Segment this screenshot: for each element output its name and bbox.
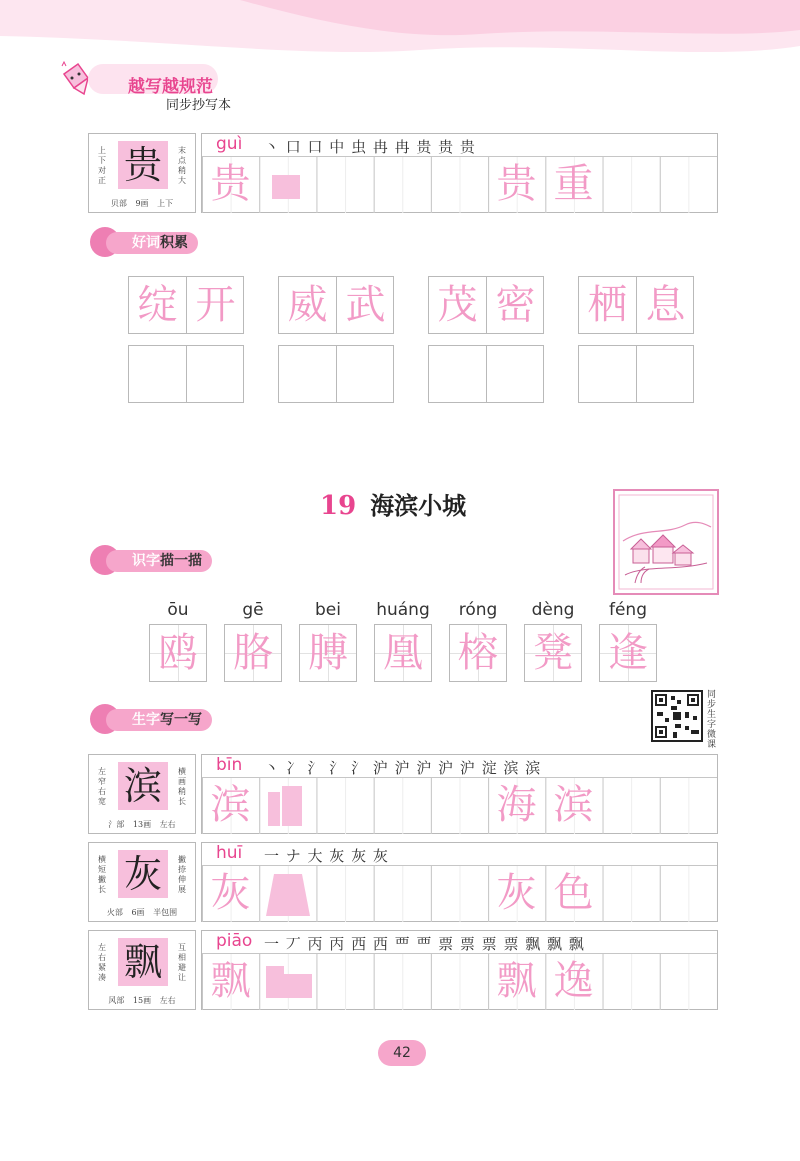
word-char-1: 灰 bbox=[496, 870, 537, 916]
trace-pinyin: róng bbox=[458, 600, 498, 620]
trace-pinyin: gē bbox=[242, 600, 264, 620]
stroke-count: 13画 bbox=[132, 820, 152, 829]
trace-pinyin: dèng bbox=[531, 600, 575, 620]
structure: 左右 bbox=[159, 820, 176, 829]
char-meta bbox=[89, 907, 195, 918]
word-char: 威 bbox=[287, 282, 328, 328]
word-char: 武 bbox=[345, 282, 386, 328]
word-char: 栖 bbox=[587, 282, 628, 328]
trace-item bbox=[524, 600, 582, 682]
trace-pinyin: bei bbox=[315, 600, 341, 620]
word-char: 息 bbox=[645, 282, 686, 328]
char-row-hui bbox=[88, 842, 718, 922]
writing-grid[interactable] bbox=[202, 156, 717, 213]
writing-grid[interactable] bbox=[202, 865, 717, 922]
char-info-box bbox=[88, 133, 196, 213]
trace-box[interactable]: 鸥 bbox=[149, 624, 207, 682]
word-char-1: 飘 bbox=[496, 958, 537, 1004]
radical: 风部 bbox=[108, 996, 125, 1005]
char-row-bin bbox=[88, 754, 718, 834]
section-label-a: 生字 bbox=[132, 712, 160, 728]
qr-code-icon bbox=[653, 692, 701, 740]
tip-right: 末点稍大 bbox=[178, 146, 186, 185]
tip-right: 互相避让 bbox=[178, 943, 186, 982]
section-pill bbox=[106, 709, 212, 731]
word-box[interactable] bbox=[128, 276, 244, 334]
trace-char: 灰 bbox=[210, 870, 251, 916]
model-char: 飘 bbox=[118, 938, 168, 986]
tip-left: 左右紧凑 bbox=[98, 943, 106, 982]
trace-char: 贵 bbox=[210, 161, 251, 207]
writing-grid[interactable] bbox=[202, 777, 717, 834]
qr-code[interactable] bbox=[651, 690, 703, 742]
tip-left: 上下对正 bbox=[98, 146, 106, 185]
section-label-a: 好词 bbox=[132, 235, 160, 251]
structure: 上下 bbox=[157, 199, 174, 208]
pinyin: huī bbox=[216, 843, 243, 863]
section-pill bbox=[106, 550, 212, 572]
radical: 氵部 bbox=[108, 820, 125, 829]
empty-word-box[interactable] bbox=[578, 345, 694, 403]
trace-pinyin: huáng bbox=[376, 600, 430, 620]
trace-item bbox=[299, 600, 357, 682]
structure: 左右 bbox=[159, 996, 176, 1005]
pinyin: guì bbox=[216, 134, 243, 154]
pinyin: piāo bbox=[216, 931, 253, 951]
stroke-order: 一 丆 丙 丙 西 西 覀 覀 票 票 票 票 飘 飘 飘 bbox=[264, 935, 585, 953]
word-char-2: 重 bbox=[553, 161, 594, 207]
word-char: 开 bbox=[195, 282, 236, 328]
char-meta bbox=[89, 995, 195, 1006]
empty-word-box[interactable] bbox=[278, 345, 394, 403]
section-label-b: 描一描 bbox=[160, 553, 202, 569]
lesson-name: 海滨小城 bbox=[370, 492, 467, 520]
trace-box[interactable]: 膊 bbox=[299, 624, 357, 682]
model-char: 贵 bbox=[118, 141, 168, 189]
char-row-piao bbox=[88, 930, 718, 1010]
word-char: 密 bbox=[495, 282, 536, 328]
practice-area bbox=[201, 930, 718, 1010]
stroke-hint-shape bbox=[284, 974, 312, 998]
practice-area bbox=[201, 842, 718, 922]
stroke-hint-shape bbox=[272, 175, 300, 199]
trace-item bbox=[224, 600, 282, 682]
writing-grid[interactable] bbox=[202, 953, 717, 1010]
practice-area bbox=[201, 754, 718, 834]
radical: 火部 bbox=[106, 908, 123, 917]
empty-word-box[interactable] bbox=[128, 345, 244, 403]
page-number: 42 bbox=[378, 1040, 426, 1066]
section-pill bbox=[106, 232, 198, 254]
stroke-count: 9画 bbox=[135, 199, 149, 208]
word-box[interactable] bbox=[428, 276, 544, 334]
model-char: 灰 bbox=[118, 850, 168, 898]
qr-label: 同步生字微课 bbox=[707, 690, 717, 750]
pencil-mascot-icon bbox=[58, 60, 92, 102]
char-info-box bbox=[88, 842, 196, 922]
tip-right: 撇捺伸展 bbox=[178, 855, 186, 894]
word-char-1: 海 bbox=[496, 782, 537, 828]
char-meta bbox=[89, 198, 195, 209]
trace-box[interactable]: 凰 bbox=[374, 624, 432, 682]
tip-left: 左窄右宽 bbox=[98, 767, 106, 806]
stroke-hint-shape bbox=[268, 792, 280, 826]
char-info-box bbox=[88, 754, 196, 834]
tip-right: 横画稍长 bbox=[178, 767, 186, 806]
stroke-hint-shape bbox=[266, 966, 284, 998]
stroke-order: 一 ナ 大 灰 灰 灰 bbox=[264, 847, 389, 865]
stroke-hint-shape bbox=[264, 872, 312, 918]
stroke-count: 6画 bbox=[131, 908, 145, 917]
brand-subtitle: 同步抄写本 bbox=[166, 98, 232, 113]
trace-item bbox=[449, 600, 507, 682]
trace-box[interactable]: 逢 bbox=[599, 624, 657, 682]
lesson-title bbox=[320, 486, 466, 521]
stroke-order: 丶 冫 氵 氵 氵 沪 沪 沪 沪 沪 淀 滨 滨 bbox=[264, 759, 542, 777]
trace-box[interactable]: 凳 bbox=[524, 624, 582, 682]
stroke-order: 丶 口 口 中 虫 冉 冉 贵 贵 贵 bbox=[264, 138, 476, 156]
trace-box[interactable]: 榕 bbox=[449, 624, 507, 682]
pinyin: bīn bbox=[216, 755, 243, 775]
section-label-a: 识字 bbox=[132, 553, 160, 569]
trace-pinyin: ōu bbox=[167, 600, 189, 620]
radical: 贝部 bbox=[110, 199, 127, 208]
trace-char: 飘 bbox=[210, 958, 251, 1004]
word-char-2: 逸 bbox=[553, 958, 594, 1004]
town-illustration-icon bbox=[615, 491, 717, 593]
section-label-b: 写一写 bbox=[160, 712, 202, 728]
lesson-number: 19 bbox=[320, 491, 357, 521]
stroke-hint-shape bbox=[282, 786, 302, 826]
lesson-illustration bbox=[613, 489, 719, 595]
stroke-count: 15画 bbox=[132, 996, 152, 1005]
trace-box[interactable]: 胳 bbox=[224, 624, 282, 682]
trace-item bbox=[149, 600, 207, 682]
trace-item bbox=[599, 600, 657, 682]
tip-left: 横短撇长 bbox=[98, 855, 106, 894]
structure: 半包围 bbox=[153, 908, 178, 917]
empty-word-box[interactable] bbox=[428, 345, 544, 403]
word-char-1: 贵 bbox=[496, 161, 537, 207]
brand-title: 越写越规范 bbox=[128, 77, 213, 97]
word-char-2: 色 bbox=[553, 870, 594, 916]
brand-logo bbox=[58, 58, 258, 118]
char-meta bbox=[89, 819, 195, 830]
trace-item bbox=[374, 600, 432, 682]
word-char: 茂 bbox=[437, 282, 478, 328]
char-row-gui bbox=[88, 133, 718, 213]
section-label-b: 积累 bbox=[160, 235, 188, 251]
trace-char: 滨 bbox=[210, 782, 251, 828]
word-char-2: 滨 bbox=[553, 782, 594, 828]
practice-area bbox=[201, 133, 718, 213]
char-info-box bbox=[88, 930, 196, 1010]
word-char: 绽 bbox=[137, 282, 178, 328]
model-char: 滨 bbox=[118, 762, 168, 810]
word-box[interactable] bbox=[278, 276, 394, 334]
word-box[interactable] bbox=[578, 276, 694, 334]
trace-pinyin: féng bbox=[608, 600, 647, 620]
